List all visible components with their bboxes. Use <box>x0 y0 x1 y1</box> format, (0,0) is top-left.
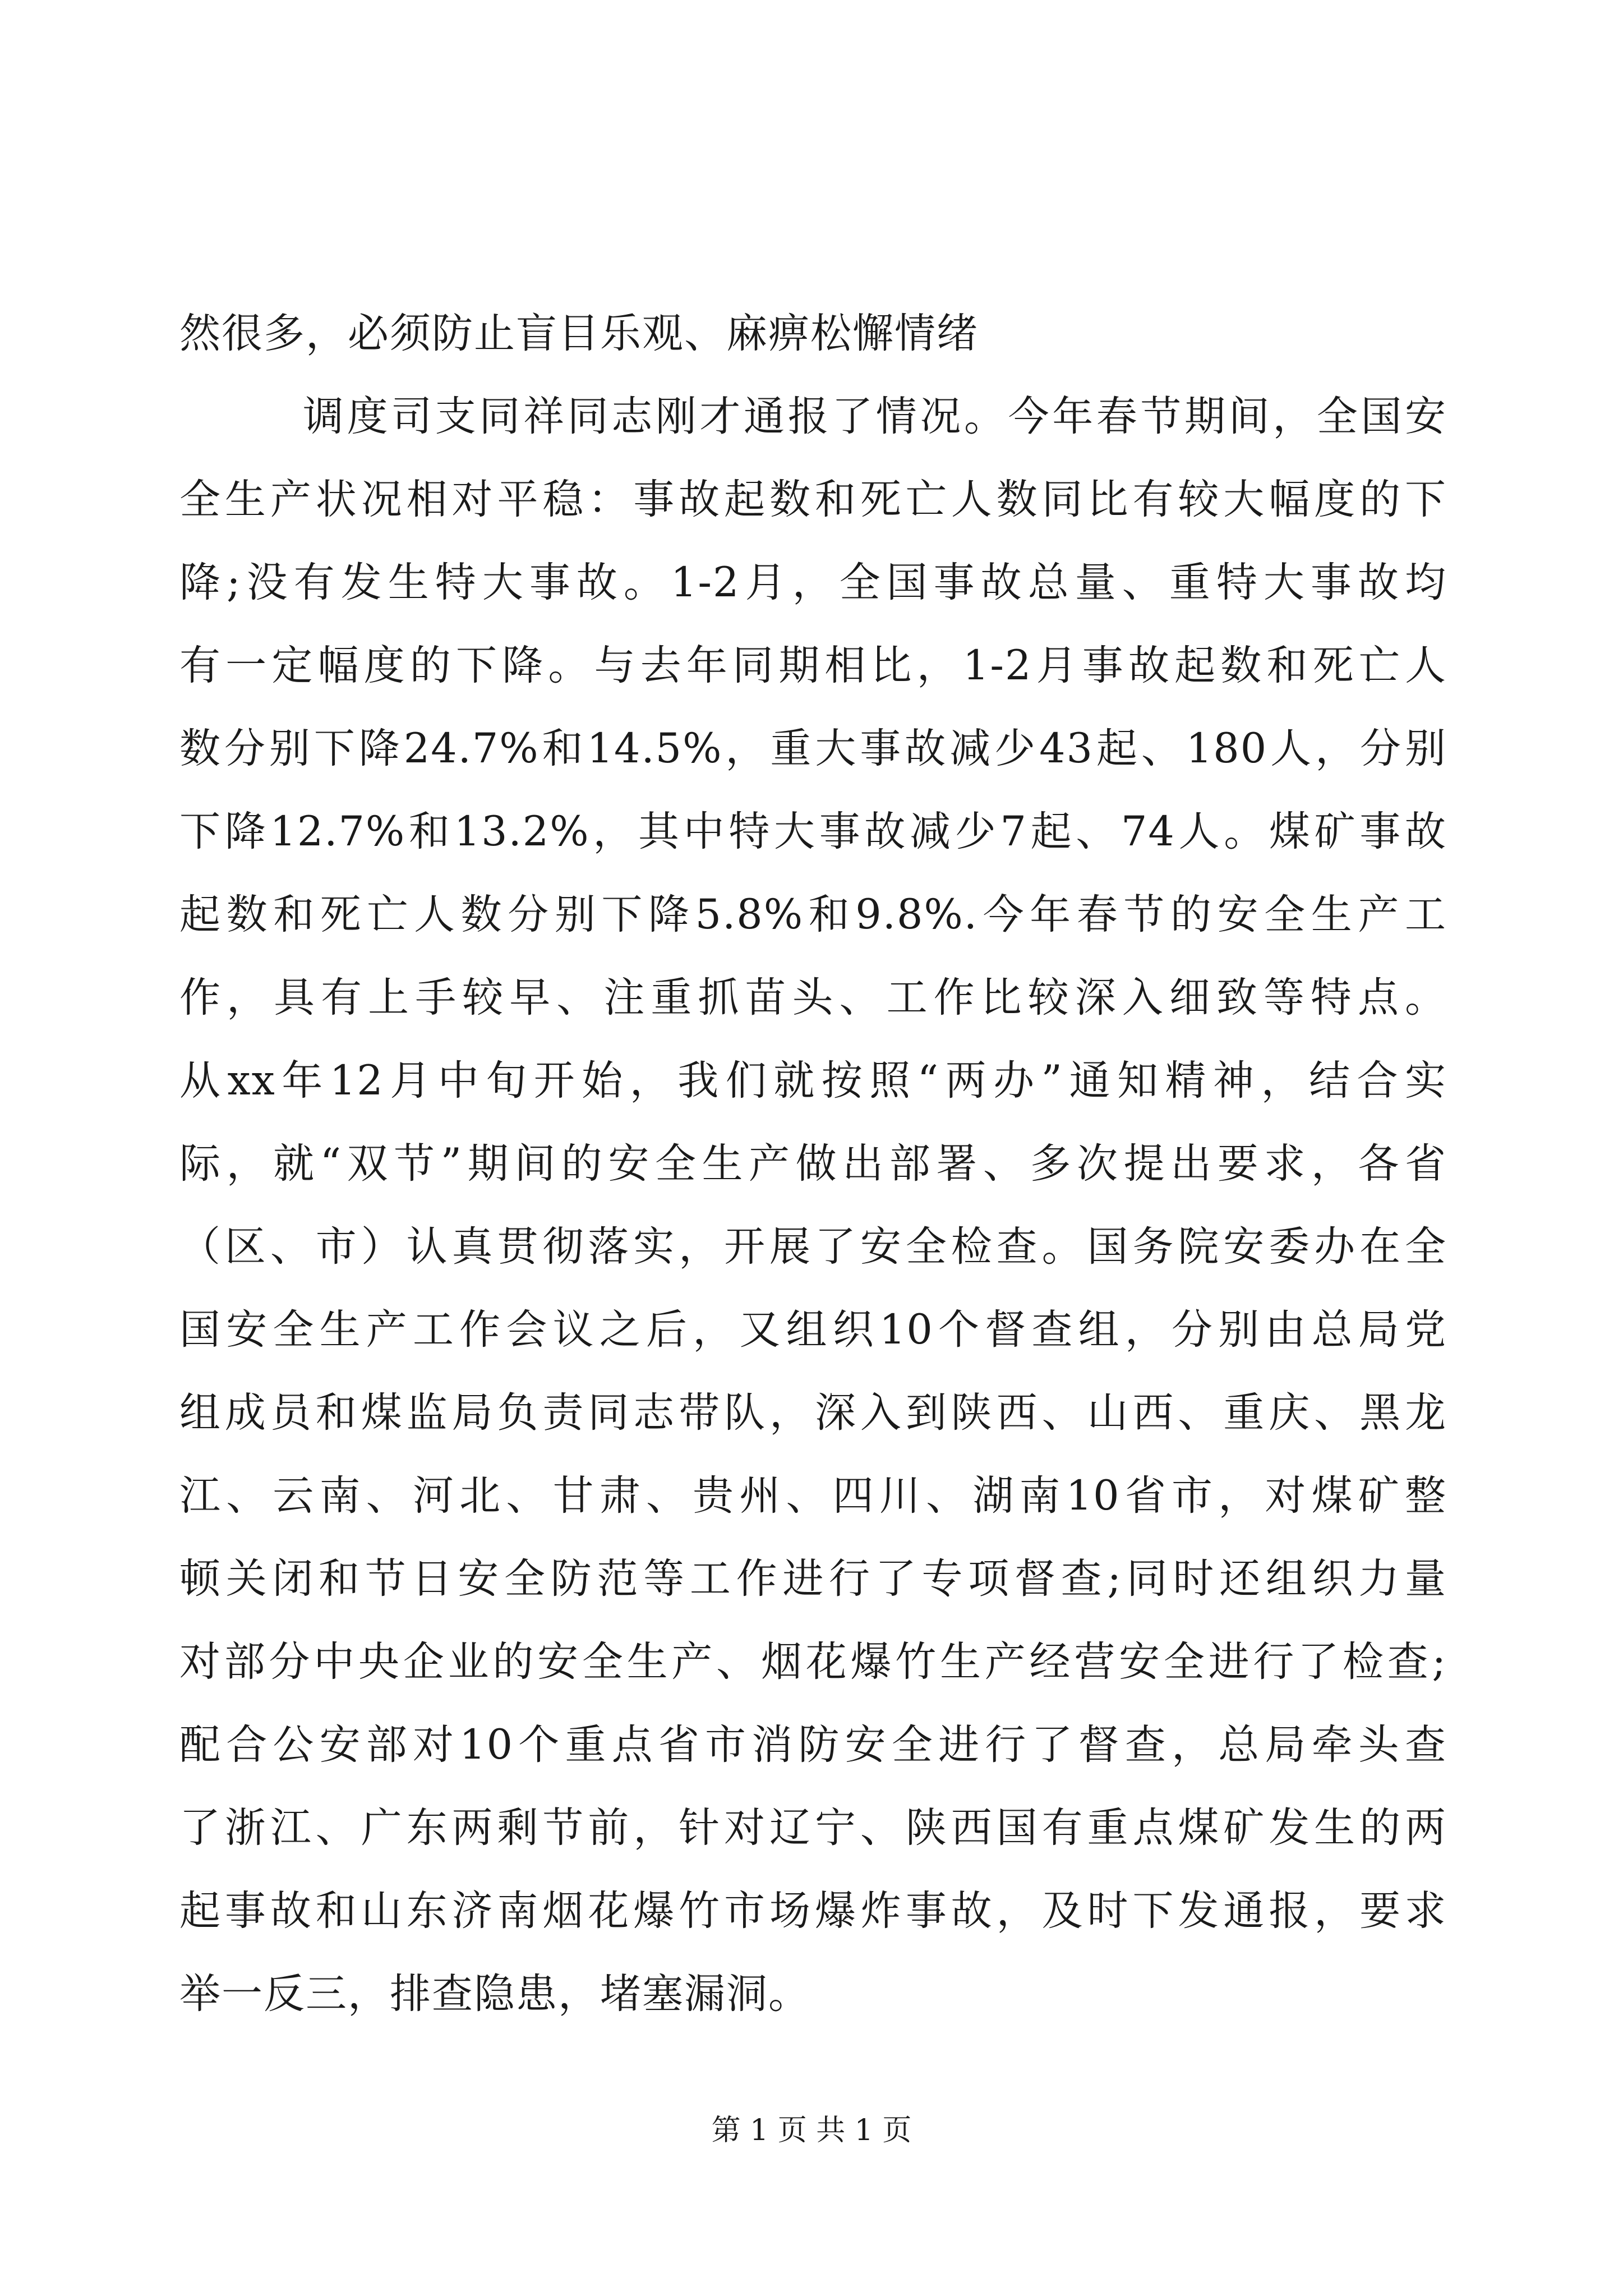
text-line: 降;没有发生特大事故。1-2月，全国事故总量、重特大事故均 <box>179 559 1447 606</box>
text-line: 国安全生产工作会议之后，又组织10个督查组，分别由总局党 <box>179 1306 1447 1354</box>
text-line: 下降12.7%和13.2%，其中特大事故减少7起、74人。煤矿事故 <box>179 808 1447 855</box>
text-line: 数分别下降24.7%和14.5%，重大事故减少43起、180人，分别 <box>179 725 1447 772</box>
text-line: 起数和死亡人数分别下降5.8%和9.8%.今年春节的安全生产工 <box>179 891 1447 938</box>
text-line: 际，就“双节”期间的安全生产做出部署、多次提出要求，各省 <box>179 1140 1447 1188</box>
text-line: 从xx年12月中旬开始，我们就按照“两办”通知精神，结合实 <box>179 1057 1447 1105</box>
text-line: 了浙江、广东两剩节前，针对辽宁、陕西国有重点煤矿发生的两 <box>179 1804 1447 1852</box>
text-line: 全生产状况相对平稳：事故起数和死亡人数同比有较大幅度的下 <box>179 476 1447 523</box>
page-number-footer: 第 1 页 共 1 页 <box>711 2114 912 2147</box>
paragraph-first-line: 调度司支同祥同志刚才通报了情况。今年春节期间，全国安 <box>303 393 1447 440</box>
text-line: 举一反三，排查隐患，堵塞漏洞。 <box>179 1970 810 2018</box>
text-line: 组成员和煤监局负责同志带队，深入到陕西、山西、重庆、黑龙 <box>179 1389 1447 1437</box>
text-line: 对部分中央企业的安全生产、烟花爆竹生产经营安全进行了检查; <box>179 1638 1447 1686</box>
text-line: 江、云南、河北、甘肃、贵州、四川、湖南10省市，对煤矿整 <box>179 1472 1447 1520</box>
text-line: 起事故和山东济南烟花爆竹市场爆炸事故，及时下发通报，要求 <box>179 1887 1447 1935</box>
text-line: 然很多，必须防止盲目乐观、麻痹松懈情绪 <box>179 310 979 357</box>
text-line: 顿关闭和节日安全防范等工作进行了专项督查;同时还组织力量 <box>179 1555 1447 1603</box>
text-line: 配合公安部对10个重点省市消防安全进行了督查，总局牵头查 <box>179 1721 1447 1769</box>
text-line: 有一定幅度的下降。与去年同期相比，1-2月事故起数和死亡人 <box>179 642 1447 689</box>
text-line: （区、市）认真贯彻落实，开展了安全检查。国务院安委办在全 <box>179 1223 1447 1271</box>
text-line: 作，具有上手较早、注重抓苗头、工作比较深入细致等特点。 <box>179 974 1447 1022</box>
